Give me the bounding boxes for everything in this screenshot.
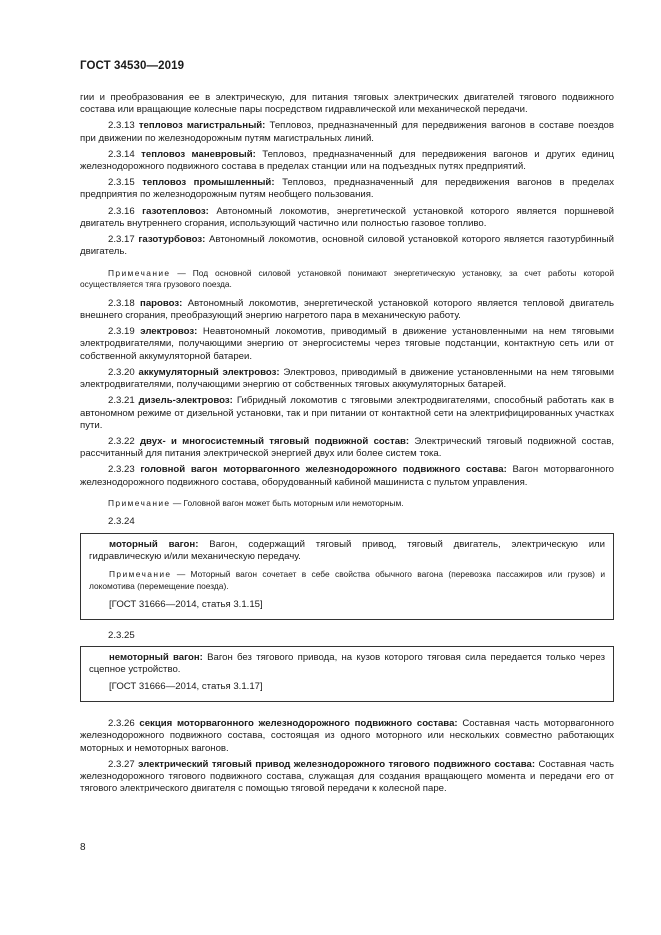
term: немоторный вагон: xyxy=(109,652,203,664)
box2-definition: немоторный вагон: Вагон без тягового привода, на кузов которого тяговая сила передается только через сцепное устройство. xyxy=(89,652,605,676)
box1-definition: моторный вагон: Вагон, содержащий тяговый привод, тяговый двигатель, электрическую или гидравлическую и/или механическую передачу. xyxy=(89,538,606,563)
note-label: Примечание xyxy=(109,569,172,580)
box1-source: [ГОСТ 31666—2014, статья 3.1.15] xyxy=(109,598,263,610)
definition-2-3-22: 2.3.22 двух- и многосистемный тяговый подвижной состав: Электрический тяговый подвижной состав, рассчитанный для питания электрической энергией двух или более систем тока. xyxy=(80,435,614,460)
term: головной вагон моторвагонного железнодорожного подвижного состава: xyxy=(140,464,507,476)
term: тепловоз маневровый: xyxy=(141,148,256,160)
note-1: Примечание — Под основной силовой установкой понимают энергетическую установку, за счет работы которой осуществляется тяга грузового поезда. xyxy=(80,267,614,290)
term: тепловоз промышленный: xyxy=(142,177,275,189)
definition-2-3-15: 2.3.15 тепловоз промышленный: Тепловоз, предназначенный для передвижения вагонов в пределах предприятия по железнодорожным путям необщего пользования. xyxy=(80,177,614,201)
term: тепловоз магистральный: xyxy=(138,120,266,132)
definition-2-3-14: 2.3.14 тепловоз маневровый: Тепловоз, предназначенный для передвижения вагонов и других единиц железнодорожного подвижного состава в пределах станции или на подъездных путях предприятий. xyxy=(80,148,614,173)
box2-number: 2.3.25 xyxy=(108,629,135,641)
definition-2-3-21: 2.3.21 дизель-электровоз: Гибридный локомотив с тяговыми электродвигателями, способный работать как в автономном режиме от дизельной установки, так и при питании от контактной сети на электрифицированных участках пути. xyxy=(80,395,614,431)
definition-2-3-16: 2.3.16 газотепловоз: Автономный локомотив, энергетической установкой которого является поршневой двигатель внутреннего сгорания, использующий частично или полностью газовое топливо. xyxy=(80,205,614,229)
page-number: 8 xyxy=(80,842,86,853)
term: дизель-электровоз: xyxy=(138,395,233,407)
box2-source: [ГОСТ 31666—2014, статья 3.1.17] xyxy=(109,680,263,692)
term: газотурбовоз: xyxy=(138,233,206,245)
definition-2-3-23: 2.3.23 головной вагон моторвагонного железнодорожного подвижного состава: Вагон моторвагонного железнодорожного подвижного состава, оборудованный кабиной машиниста с пультом управления. xyxy=(80,464,614,488)
paragraph-continuation: гии и преобразования ее в электрическую, для питания тяговых электрических двигателей тягового подвижного состава или вращающие колесные пары посредством гидравлической или механической передачи. xyxy=(80,92,614,116)
note-label: Примечание xyxy=(108,497,171,508)
document-header: ГОСТ 34530—2019 xyxy=(80,60,185,72)
note-2: Примечание — Головной вагон может быть моторным или немоторным. xyxy=(108,497,404,508)
box1-number: 2.3.24 xyxy=(108,516,135,528)
term: двух- и многосистемный тяговый подвижной состав: xyxy=(139,435,410,447)
term: аккумуляторный электровоз: xyxy=(138,366,280,378)
term: электровоз: xyxy=(140,326,198,338)
term: электрический тяговый привод железнодорожного тягового подвижного состава: xyxy=(138,758,536,770)
definition-2-3-27: 2.3.27 электрический тяговый привод железнодорожного тягового подвижного состава: Составная часть железнодорожного тягового подвижного состава, служащая для создания вращающего момента и передачи его от тягового электрического двигателя с помощью тяговой передачи к колесной паре. xyxy=(80,758,614,795)
document-body xyxy=(80,92,614,799)
term: газотепловоз: xyxy=(142,205,209,217)
definition-2-3-19: 2.3.19 электровоз: Неавтономный локомотив, приводимый в движение установленными на нем тяговыми электродвигателями, получающими энергию от энергосистемы через тяговые подстанции, контактную сеть или от собственной аккумуляторной батареи. xyxy=(80,326,615,362)
box1-note: Примечание — Моторный вагон сочетает в себе свойства обычного вагона (перевозка пассажиров или грузов) и локомотива (перемещение поезда). xyxy=(89,569,605,591)
term: паровоз: xyxy=(140,297,183,309)
boxed-definition-2-3-25 xyxy=(80,646,614,702)
definition-2-3-18: 2.3.18 паровоз: Автономный локомотив, энергетической установкой которого является тепловой двигатель внешнего сгорания, преобразующий энергию нагретого пара в механическую работу. xyxy=(80,297,614,322)
definition-2-3-13: 2.3.13 тепловоз магистральный: Тепловоз, предназначенный для передвижения вагонов в составе поездов при движении по железнодорожным путям магистральных линий. xyxy=(80,120,614,144)
term: секция моторвагонного железнодорожного подвижного состава: xyxy=(139,718,458,730)
definition-2-3-20: 2.3.20 аккумуляторный электровоз: Электровоз, приводимый в движение установленными на нем тяговыми электродвигателями, получающими энергию от собственных тяговых аккумуляторных батарей. xyxy=(80,366,615,391)
definition-2-3-17: 2.3.17 газотурбовоз: Автономный локомотив, основной силовой установкой которого является газотурбинный двигатель. xyxy=(80,233,614,258)
note-label: Примечание xyxy=(108,267,171,278)
term: моторный вагон: xyxy=(109,538,199,550)
boxed-definition-2-3-24 xyxy=(80,533,614,620)
definition-2-3-26: 2.3.26 секция моторвагонного железнодорожного подвижного состава: Составная часть моторвагонного железнодорожного подвижного состава, состоящая из одного моторного или нескольких совместно работающих моторных и немоторных вагонов. xyxy=(80,718,615,754)
